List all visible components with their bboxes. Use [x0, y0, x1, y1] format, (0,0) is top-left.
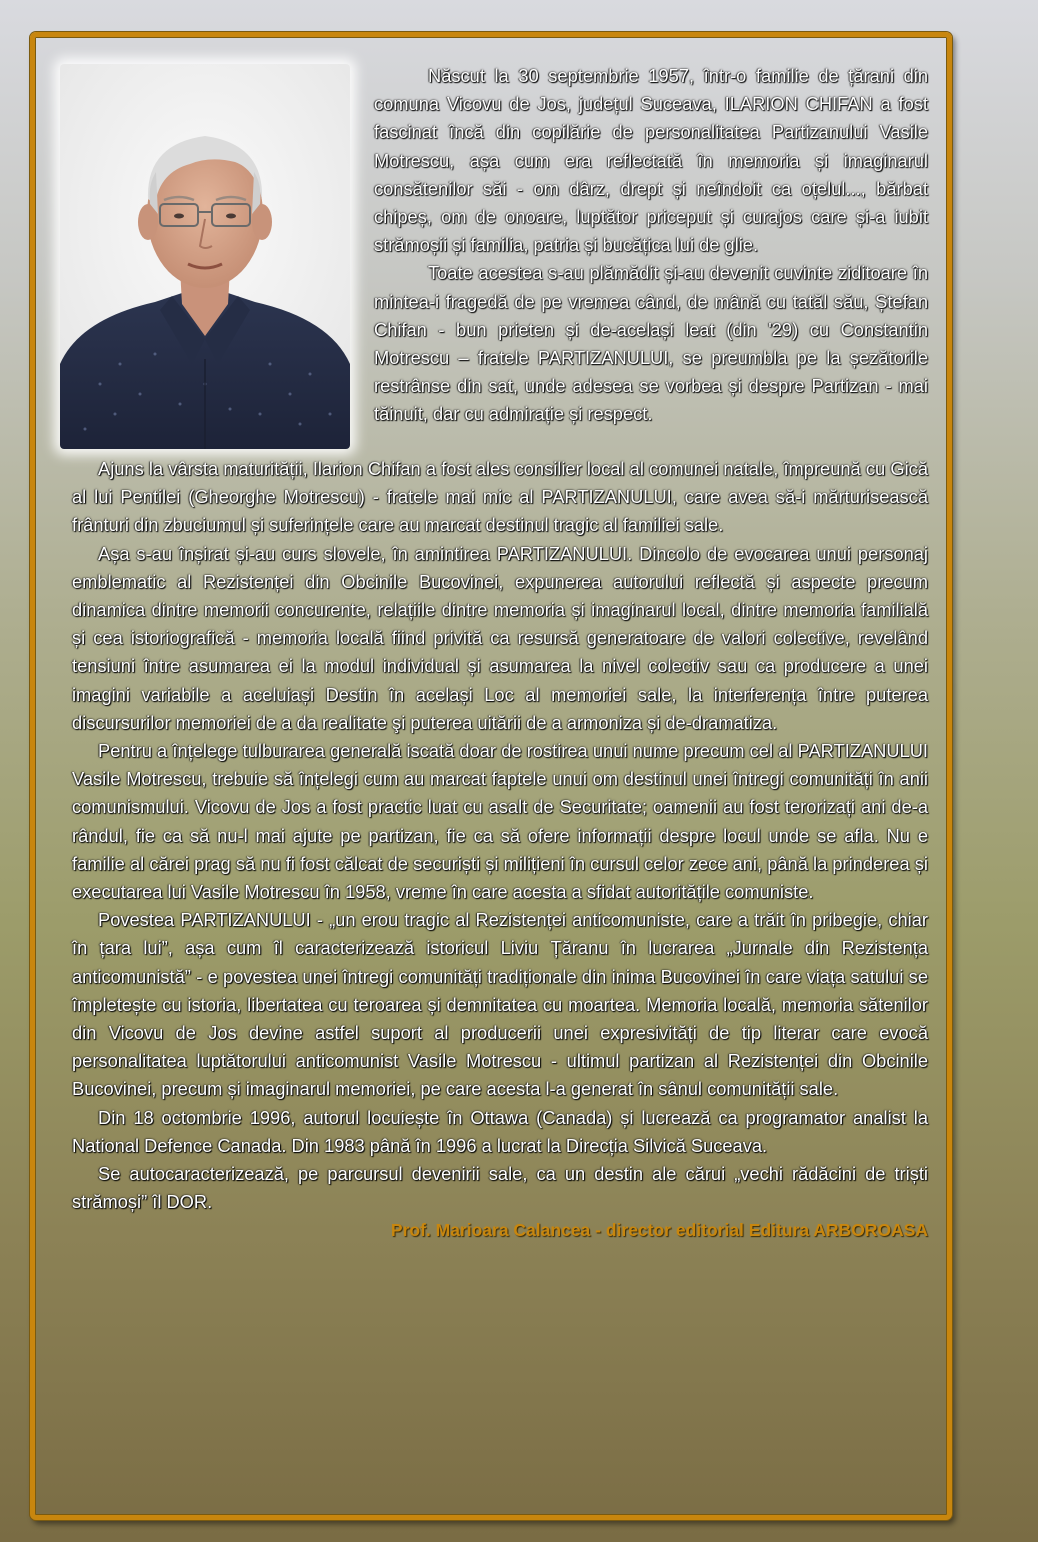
paragraph-story: Povestea PARTIZANULUI - „un erou tragic al Rezistenței anticomuniste, care a trăit în pribegie, chiar în țara lui”, așa cum îl caracterizează istoricul Liviu Țăranu în lucrarea „Jurnale din Rezistența anticomunistă” - e povestea unei întregi comunități tradiționale din inima Bucovinei în care viața satului se împletește cu istoria, libertatea cu teroarea și demnitatea cu moartea. Memoria locală, memoria sătenilor din Vicovu de Jos devine astfel suport al producerii unei expresivități de tip literar care evocă personalitatea luptătorului anticomunist Vasile Motrescu - ultimul partizan al Rezistenței din Obcinile Bucovinei, precum și imaginarul memoriei, pe care acesta l-a generat în sânul comunității sale. — [72, 909, 928, 1100]
signature: Prof. Marioara Calancea - director editorial Editura ARBOROASA — [390, 1220, 928, 1241]
paragraph-self-description: Se autocaracterizează, pe parcursul devenirii sale, ca un destin ale cărui „vechi rădăcini de triști strămoși” îl DOR. — [72, 1163, 928, 1213]
author-portrait — [60, 64, 350, 449]
paragraph-ottawa: Din 18 octombrie 1996, autorul locuiește în Ottawa (Canada) și lucrează ca programator analist la National Defence Canada. Din 1983 până în 1996 a lucrat la Direcția Silvică Suceava. — [72, 1106, 928, 1156]
biography-text — [72, 62, 928, 1245]
paragraph-birth: Născut la 30 septembrie 1957, într-o familie de țărani din comuna Vicovu de Jos, județul Suceava, ILARION CHIFAN a fost fascinat încă din copilărie de personalitatea Partizanului Vasile Motrescu, așa cum era reflectată în memoria și imaginarul consătenilor săi - om dârz, drept și neîndoit ca oțelul..., bărbat chipeș, om de onoare, luptător priceput și curajos care și-a iubit strămoșii și familia, patria și bucățica lui de glie. — [374, 65, 928, 256]
paragraph-childhood: Toate acestea s-au plămădit și-au devenit cuvinte ziditoare în mintea-i fragedă de pe vremea când, de mână cu tatăl său, Ștefan Chifan - bun prieten și de-același leat (din '29) cu Constantin Motrescu – fratele PARTIZANULUI, se preumbla pe la șezătorile restrânse din sat, unde adesea se vorbea și despre Partizan - mai tăinuit, dar cu admirație și respect. — [374, 262, 928, 425]
paragraph-writing: Așa s-au înșirat și-au curs slovele, în amintirea PARTIZANULUI. Dincolo de evocarea unui personaj emblematic al Rezistenței din Obcinile Bucovinei, expunerea autorului reflectă și aspecte precum dinamica dintre memorii concurente, relațiile dintre memoria și imaginarul local, dintre memoria familială și cea istoriografică - memoria locală fiind privită ca resursă generatoare de valori colective, revelând tensiuni între asumarea ei la modul individual și asumarea la nivel colectiv sau ca producere a unei imagini variabile a aceluiași Destin în același Loc al memoriei sale, la interferența între puterea discursurilor memoriei de a da realitate şi puterea uitării de a armoniza și de-dramatiza. — [72, 542, 928, 733]
paragraph-community: Pentru a înțelege tulburarea generală iscată doar de rostirea unui nume precum cel al PARTIZANULUI Vasile Motrescu, trebuie să înțelegi cum au marcat faptele unui om destinul unei întregi comunități în anii comunismului. Vicovu de Jos a fost practic luat cu asalt de Securitate; oamenii au fost terorizați ani de-a rândul, fie ca să nu-l mai ajute pe partizan, fie ca să ofere informații despre locul unde se afla. Nu e familie al cărei prag să nu fi fost călcat de securiști și milițieni în cursul celor zece ani, până la prinderea și executarea lui Vasile Motrescu în 1958, vreme în care acesta a sfidat autoritățile comuniste. — [72, 740, 928, 903]
author-portrait-drawing — [60, 64, 350, 449]
intro-section — [72, 62, 928, 429]
paragraph-maturity: Ajuns la vârsta maturității, Ilarion Chifan a fost ales consilier local al comunei natale, împreună cu Gică al lui Pentilei (Gheorghe Motrescu) - fratele mai mic al PARTIZANULUI, care avea să-i mărturisească frânturi din zbuciumul și suferințele care au marcat destinul tragic al familiei sale. — [72, 458, 928, 536]
